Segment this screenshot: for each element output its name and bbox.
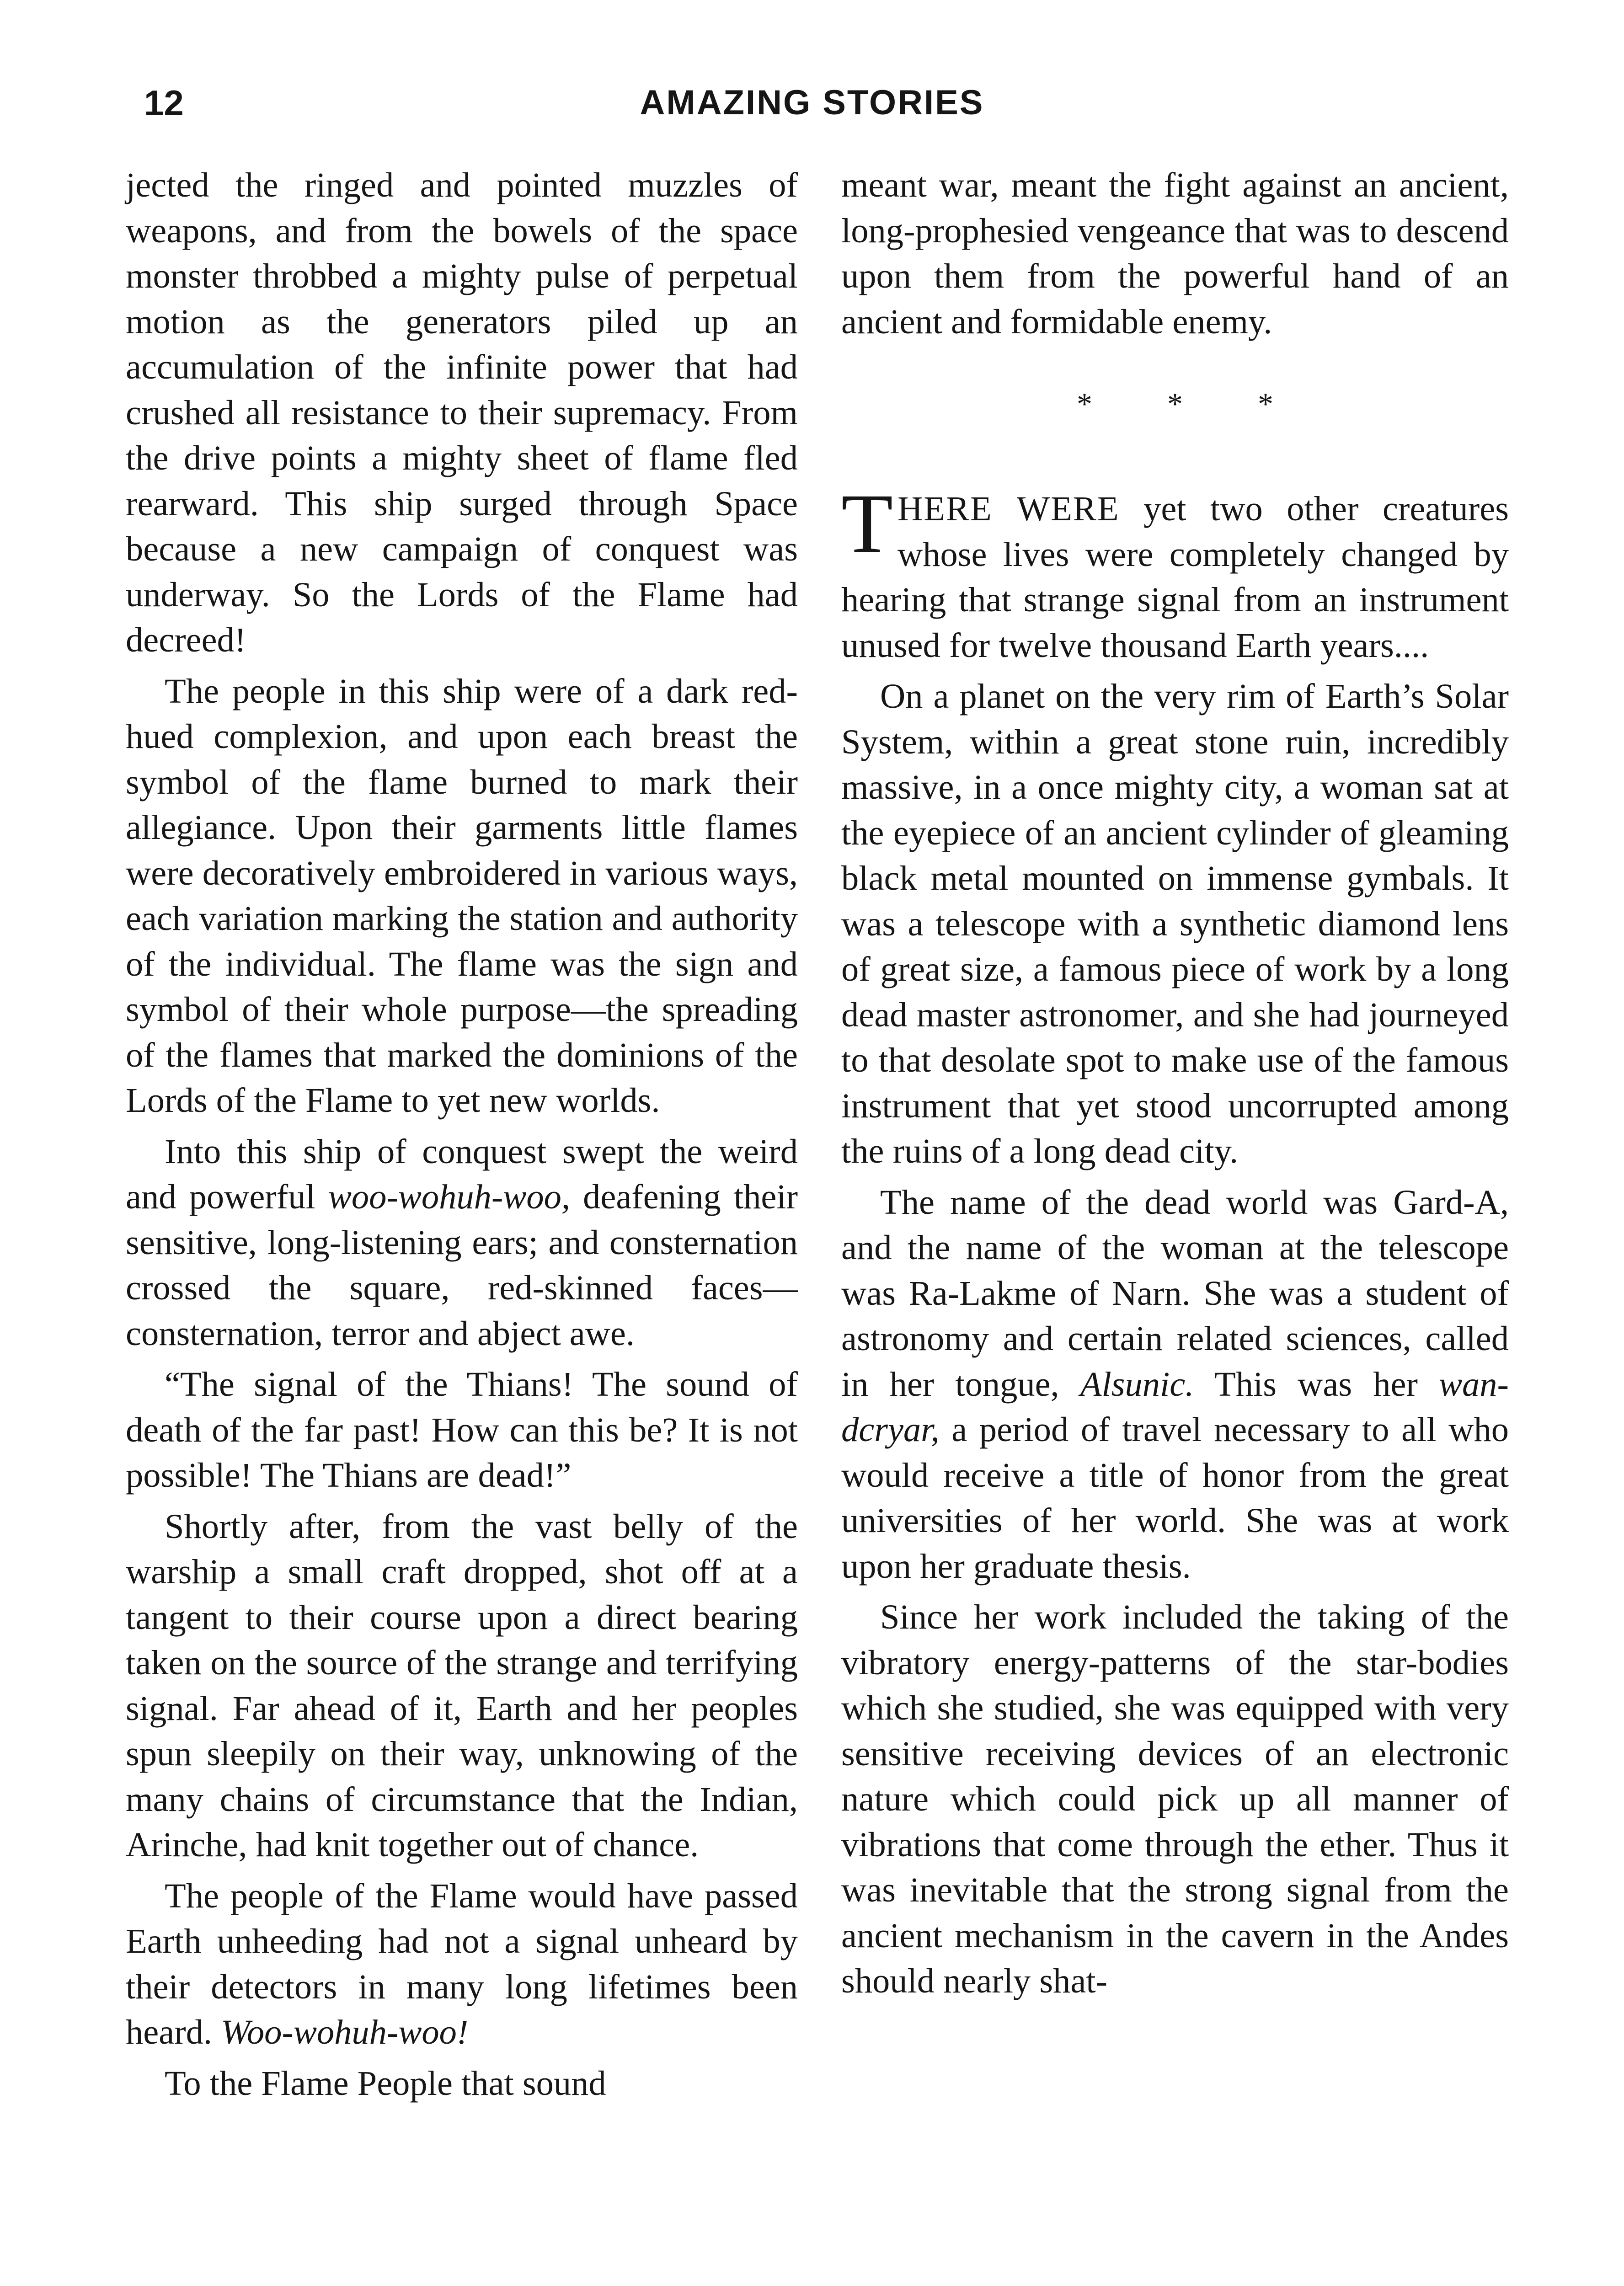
paragraph: Shortly after, from the vast belly of the warship a small craft dropped, shot off at a tangent to their course upon a direct bearing taken on the source of the strange and terrifying signal. Far ahead of it, Earth and her peoples spun sleepily on their way, unknowing of the many chains of circumstance that the Indian, Arinche, had knit together out of chance. xyxy=(126,1506,798,1864)
drop-cap: T xyxy=(841,477,893,571)
separator-star: * xyxy=(1167,386,1183,421)
left-column xyxy=(126,162,798,2111)
page-number: 12 xyxy=(144,83,184,123)
italic-text: Alsunic. xyxy=(1080,1364,1194,1404)
paragraph: Since her work included the taking of the vibratory energy-patterns of the star-bodies which she studied, she was equipped with very sensitive receiving devices of an electronic nature which could pick up all manner of vibrations that come through the ether. Thus it was inevitable that the strong signal from the ancient mechanism in the cavern in the Andes should nearly shat- xyxy=(841,1597,1509,2000)
running-title: AMAZING STORIES xyxy=(640,83,984,122)
paragraph: “The signal of the Thians! The sound of death of the far past! How can this be? It is not possible! The Thians are dead!” xyxy=(126,1365,798,1495)
italic-text: woo-wohuh-woo, xyxy=(328,1177,570,1216)
section-separator xyxy=(841,383,1509,424)
separator-star: * xyxy=(1077,386,1092,421)
paragraph: meant war, meant the fight against an ancient, long-prophesied vengeance that was to descend upon them from the powerful hand of an ancient and formidable enemy. xyxy=(841,166,1509,341)
page-header xyxy=(0,78,1624,142)
italic-text: Woo-wohuh-woo! xyxy=(221,2013,469,2051)
paragraph: To the Flame People that sound xyxy=(165,2063,606,2103)
paragraph: THERE WERE yet two other creatures whose lives were completely changed by hearing that strange signal from an instrument unused for twelve thousand Earth years.... xyxy=(841,477,1509,665)
paragraph: Into this ship of conquest swept the weird and powerful woo-wohuh-woo, deafening their sensitive, long-listening ears; and consternation crossed the square, red-skinned faces—consternation, terror and abject awe. xyxy=(126,1132,798,1353)
italic-text: wandcryar, xyxy=(841,1364,1509,1449)
paragraph: On a planet on the very rim of Earth’s Solar System, within a great stone ruin, incredibly massive, in a once mighty city, a woman sat at the eyepiece of an ancient cylinder of gleaming black metal mounted on immense gymbals. It was a telescope with a synthetic diamond lens of great size, a famous piece of work by a long dead master astronomer, and she had journeyed to that desolate spot to make use of the famous instrument that yet stood uncorrupted among the ruins of a long dead city. xyxy=(841,677,1509,1170)
separator-star: * xyxy=(1258,386,1273,421)
right-column xyxy=(841,162,1509,2009)
paragraph: The people in this ship were of a dark red-hued complexion, and upon each breast the symbol of the flame burned to mark their allegiance. Upon their garments little flames were decoratively embroidered in various ways, each variation marking the station and authority of the individual. The flame was the sign and symbol of their whole purpose—the spreading of the flames that marked the dominions of the Lords of the Flame to yet new worlds. xyxy=(126,671,798,1120)
paragraph: The people of the Flame would have passed Earth unheeding had not a signal unheard by their detectors in many long lifetimes been heard. Woo-wohuh-woo! xyxy=(126,1876,798,2051)
paragraph: The name of the dead world was Gard-A, and the name of the woman at the telescope was Ra-Lakme of Narn. She was a student of astronomy and certain related sciences, called in her tongue, Alsunic. This was her wandcryar, a period of travel necessary to all who would receive a title of honor from the great universities of her world. She was at work upon her graduate thesis. xyxy=(841,1182,1509,1586)
small-caps-lead: HERE WERE xyxy=(897,489,1120,528)
paragraph: jected the ringed and pointed muzzles of weapons, and from the bowels of the space monster throbbed a mighty pulse of perpetual motion as the generators piled up an accumulation of the infinite power that had crushed all resistance to their supremacy. From the drive points a mighty sheet of flame fled rearward. This ship surged through Space because a new campaign of conquest was underway. So the Lords of the Flame had decreed! xyxy=(126,166,798,659)
